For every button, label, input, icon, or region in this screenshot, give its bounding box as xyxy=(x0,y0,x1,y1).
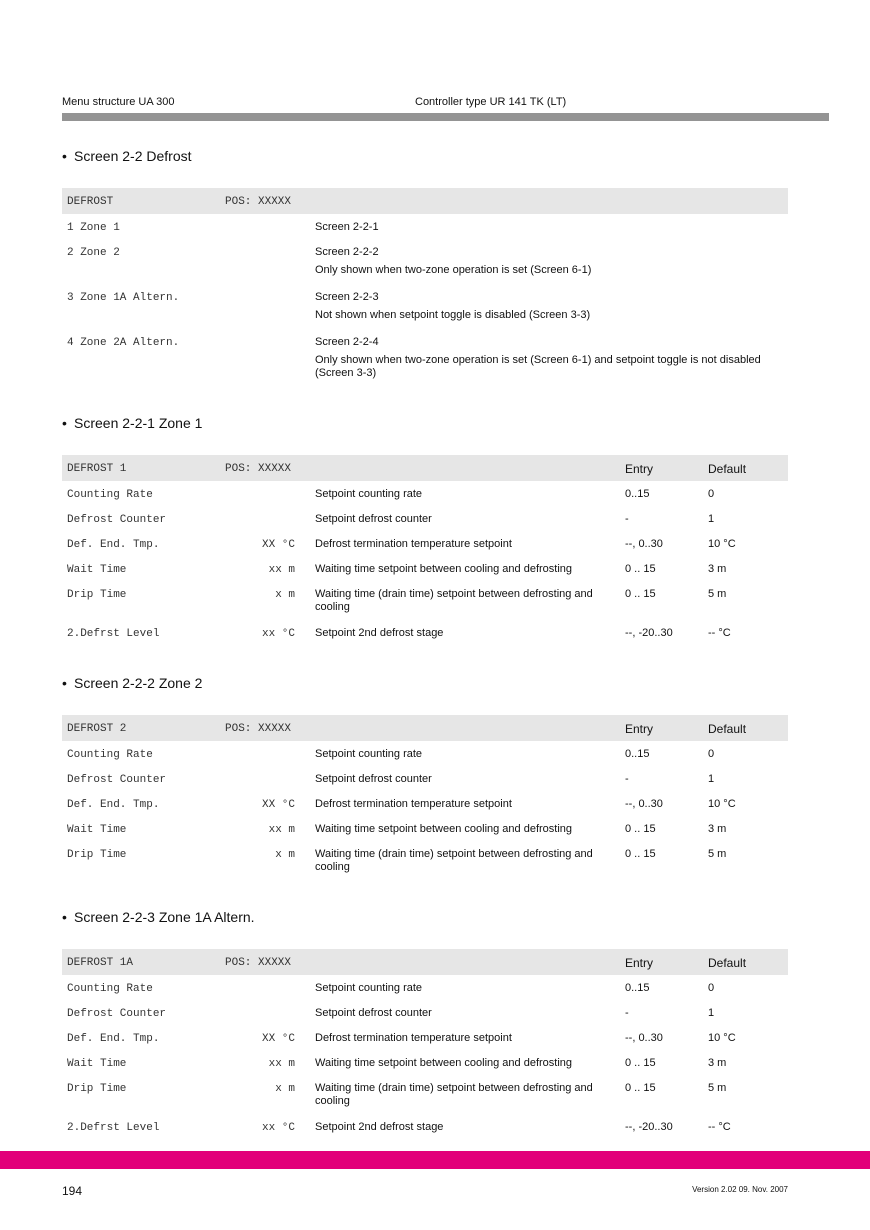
parameter-value: XX °C xyxy=(261,539,295,551)
entry-column-header: Entry xyxy=(625,956,654,970)
default-value: 3 m xyxy=(708,563,727,575)
default-value: 1 xyxy=(708,513,715,525)
parameter-label: Counting Rate xyxy=(67,489,153,501)
bullet-icon: • xyxy=(62,675,67,691)
screen-ref: Screen 2-2-3 xyxy=(315,291,379,303)
parameter-value: xx m xyxy=(268,1058,295,1070)
screen-title: DEFROST xyxy=(67,196,114,208)
default-value: 10 °C xyxy=(708,798,736,810)
table-header xyxy=(62,455,788,481)
position-label: POS: XXXXX xyxy=(225,463,292,475)
parameter-label: Drip Time xyxy=(67,849,127,861)
section-heading-zone1 xyxy=(62,415,202,431)
section-heading-defrost xyxy=(62,148,192,164)
screen-note: Not shown when setpoint toggle is disabled (Screen 3-3) xyxy=(315,309,591,321)
entry-range: 0 .. 15 xyxy=(625,563,656,575)
table-row xyxy=(62,1050,788,1075)
zone1a-parameter-table xyxy=(62,949,788,1139)
default-column-header: Default xyxy=(708,462,747,476)
table-row xyxy=(62,506,788,531)
position-label: POS: XXXXX xyxy=(225,957,292,969)
parameter-description: Setpoint counting rate xyxy=(315,982,423,994)
entry-range: 0 .. 15 xyxy=(625,1082,656,1094)
parameter-label: Wait Time xyxy=(67,1058,127,1070)
entry-range: --, -20..30 xyxy=(625,627,673,639)
parameter-label: Counting Rate xyxy=(67,983,153,995)
parameter-label: Def. End. Tmp. xyxy=(67,1033,160,1045)
default-value: 3 m xyxy=(708,823,727,835)
parameter-description: Setpoint defrost counter xyxy=(315,773,432,785)
default-value: -- °C xyxy=(708,1121,731,1133)
parameter-description: Waiting time (drain time) setpoint between defrosting and cooling xyxy=(315,1082,593,1107)
heading-text: Screen 2-2 Defrost xyxy=(74,148,192,164)
table-row xyxy=(62,214,788,239)
parameter-description: Waiting time (drain time) setpoint between defrosting and cooling xyxy=(315,588,593,613)
entry-range: 0 .. 15 xyxy=(625,823,656,835)
table-row xyxy=(62,284,788,329)
default-value: 1 xyxy=(708,1007,715,1019)
entry-range: 0..15 xyxy=(625,748,650,760)
section-heading-zone1a xyxy=(62,909,255,925)
table-row xyxy=(62,766,788,791)
parameter-description: Waiting time (drain time) setpoint between defrosting and cooling xyxy=(315,848,593,873)
table-row xyxy=(62,816,788,841)
default-value: 5 m xyxy=(708,848,727,860)
controller-type: Controller type UR 141 TK (LT) xyxy=(415,96,567,108)
entry-range: --, 0..30 xyxy=(625,538,663,550)
entry-range: 0 .. 15 xyxy=(625,588,656,600)
entry-range: - xyxy=(625,513,629,525)
parameter-label: Def. End. Tmp. xyxy=(67,539,160,551)
parameter-description: Waiting time setpoint between cooling and defrosting xyxy=(315,1057,573,1069)
screen-ref: Screen 2-2-2 xyxy=(315,246,379,258)
table-row xyxy=(62,556,788,581)
table-header xyxy=(62,715,788,741)
parameter-label: Drip Time xyxy=(67,589,127,601)
screen-ref: Screen 2-2-4 xyxy=(315,336,379,348)
table-row xyxy=(62,1000,788,1025)
entry-range: - xyxy=(625,773,629,785)
entry-range: --, 0..30 xyxy=(625,1032,663,1044)
screen-title: DEFROST 1A xyxy=(67,957,134,969)
version-info: Version 2.02 09. Nov. 2007 xyxy=(692,1185,788,1194)
entry-range: 0..15 xyxy=(625,982,650,994)
parameter-value: xx m xyxy=(268,824,295,836)
default-value: 0 xyxy=(708,748,715,760)
default-value: 10 °C xyxy=(708,1032,736,1044)
entry-range: --, 0..30 xyxy=(625,798,663,810)
entry-range: - xyxy=(625,1007,629,1019)
page-number: 194 xyxy=(62,1184,83,1198)
parameter-label: Wait Time xyxy=(67,564,127,576)
parameter-description: Setpoint 2nd defrost stage xyxy=(315,627,444,639)
bullet-icon: • xyxy=(62,909,67,925)
section-heading-zone2 xyxy=(62,675,202,691)
default-value: 5 m xyxy=(708,588,727,600)
parameter-value: xx m xyxy=(268,564,295,576)
entry-range: 0 .. 15 xyxy=(625,1057,656,1069)
parameter-description: Setpoint 2nd defrost stage xyxy=(315,1121,444,1133)
parameter-value: xx °C xyxy=(261,1122,295,1134)
table-row xyxy=(62,481,788,506)
heading-text: Screen 2-2-3 Zone 1A Altern. xyxy=(74,909,255,925)
parameter-label: Defrost Counter xyxy=(67,1008,167,1020)
default-value: -- °C xyxy=(708,627,731,639)
default-value: 0 xyxy=(708,982,715,994)
entry-column-header: Entry xyxy=(625,462,654,476)
menu-item: 3 Zone 1A Altern. xyxy=(67,292,180,304)
parameter-description: Defrost termination temperature setpoint xyxy=(315,1032,512,1044)
table-row xyxy=(62,741,788,766)
screen-title: DEFROST 1 xyxy=(67,463,127,475)
default-column-header: Default xyxy=(708,956,747,970)
parameter-value: XX °C xyxy=(261,799,295,811)
parameter-label: Wait Time xyxy=(67,824,127,836)
screen-ref-block xyxy=(315,291,787,322)
table-row xyxy=(62,1075,788,1114)
menu-item: 1 Zone 1 xyxy=(67,222,120,234)
table-header xyxy=(62,188,788,214)
position-label: POS: XXXXX xyxy=(225,196,292,208)
parameter-description: Waiting time setpoint between cooling and defrosting xyxy=(315,563,573,575)
parameter-label: Drip Time xyxy=(67,1083,127,1095)
default-value: 5 m xyxy=(708,1082,727,1094)
entry-column-header: Entry xyxy=(625,722,654,736)
default-value: 1 xyxy=(708,773,715,785)
defrost-menu-table xyxy=(62,188,788,379)
parameter-label: Def. End. Tmp. xyxy=(67,799,160,811)
parameter-label: 2.Defrst Level xyxy=(67,628,160,640)
parameter-value: xx °C xyxy=(261,628,295,640)
parameter-value: x m xyxy=(275,1083,295,1095)
table-row xyxy=(62,1114,788,1139)
zone1-parameter-table xyxy=(62,455,788,645)
header-divider-bar xyxy=(62,113,829,121)
parameter-description: Setpoint counting rate xyxy=(315,748,423,760)
parameter-value: XX °C xyxy=(261,1033,295,1045)
screen-ref: Screen 2-2-1 xyxy=(315,221,379,233)
screen-title: DEFROST 2 xyxy=(67,723,127,735)
zone2-parameter-table xyxy=(62,715,788,880)
default-value: 3 m xyxy=(708,1057,727,1069)
table-header xyxy=(62,949,788,975)
default-value: 10 °C xyxy=(708,538,736,550)
document-title: Menu structure UA 300 xyxy=(62,96,175,108)
parameter-value: x m xyxy=(275,589,295,601)
screen-note: Only shown when two-zone operation is set (Screen 6-1) and setpoint toggle is not disabled (Screen 3-3) xyxy=(315,354,761,379)
table-row xyxy=(62,329,788,379)
table-row xyxy=(62,581,788,620)
heading-text: Screen 2-2-2 Zone 2 xyxy=(74,675,203,691)
parameter-label: Defrost Counter xyxy=(67,774,167,786)
entry-range: 0 .. 15 xyxy=(625,848,656,860)
menu-item: 2 Zone 2 xyxy=(67,247,120,259)
parameter-description: Setpoint counting rate xyxy=(315,488,423,500)
heading-text: Screen 2-2-1 Zone 1 xyxy=(74,415,203,431)
table-row xyxy=(62,620,788,645)
table-row xyxy=(62,531,788,556)
bullet-icon: • xyxy=(62,415,67,431)
table-row xyxy=(62,841,788,880)
parameter-label: 2.Defrst Level xyxy=(67,1122,160,1134)
screen-note: Only shown when two-zone operation is set (Screen 6-1) xyxy=(315,264,592,276)
parameter-description: Defrost termination temperature setpoint xyxy=(315,798,512,810)
footer-accent-bar xyxy=(0,1151,870,1169)
entry-range: 0..15 xyxy=(625,488,650,500)
parameter-description: Setpoint defrost counter xyxy=(315,1007,432,1019)
menu-item: 4 Zone 2A Altern. xyxy=(67,337,180,349)
position-label: POS: XXXXX xyxy=(225,723,292,735)
parameter-description: Waiting time setpoint between cooling and defrosting xyxy=(315,823,573,835)
page-header xyxy=(62,96,829,110)
parameter-label: Defrost Counter xyxy=(67,514,167,526)
parameter-value: x m xyxy=(275,849,295,861)
parameter-description: Defrost termination temperature setpoint xyxy=(315,538,512,550)
parameter-description: Setpoint defrost counter xyxy=(315,513,432,525)
bullet-icon: • xyxy=(62,148,67,164)
table-row xyxy=(62,791,788,816)
table-row xyxy=(62,1025,788,1050)
entry-range: --, -20..30 xyxy=(625,1121,673,1133)
parameter-label: Counting Rate xyxy=(67,749,153,761)
default-column-header: Default xyxy=(708,722,747,736)
screen-ref-block xyxy=(315,336,787,380)
table-row xyxy=(62,239,788,284)
table-row xyxy=(62,975,788,1000)
default-value: 0 xyxy=(708,488,715,500)
screen-ref-block xyxy=(315,246,787,277)
